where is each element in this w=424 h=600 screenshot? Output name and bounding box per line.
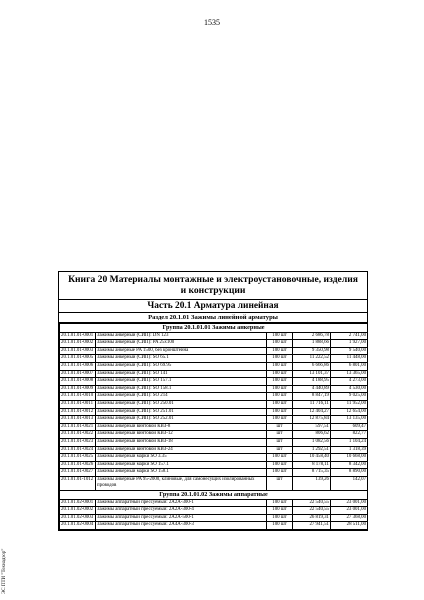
item-price-alt: 2 741,00 <box>331 332 368 340</box>
item-price: 2 686,78 <box>293 332 331 340</box>
group-title: Группа 20.1.01.01 Зажимы анкерные <box>60 324 368 333</box>
item-description: Зажимы анкерные PA 95-2000, клиновые, для самонесущих изолированных проводов <box>96 476 267 490</box>
item-code: 20.1.01.01-0011 <box>60 400 96 408</box>
item-unit: 100 шт <box>267 370 293 378</box>
item-unit: 100 шт <box>267 416 293 424</box>
item-unit: 100 шт <box>267 469 293 477</box>
item-code: 20.1.01.01-0007 <box>60 370 96 378</box>
item-code: 20.1.01.02-0004 <box>60 522 96 530</box>
price-table <box>59 323 368 530</box>
table-row <box>60 400 368 408</box>
item-unit: 100 шт <box>267 378 293 386</box>
item-code: 20.1.01.01-0003 <box>60 347 96 355</box>
item-price-alt: 28 511,00 <box>331 522 368 530</box>
item-description: Зажимы анкерный марки SO 157.1 <box>96 461 267 469</box>
item-code: 20.1.01.01-0010 <box>60 393 96 401</box>
item-unit: 100 шт <box>267 454 293 462</box>
item-unit: 100 шт <box>267 332 293 340</box>
item-code: 20.1.01.02-0001 <box>60 499 96 507</box>
item-price-alt: 27 368,00 <box>331 514 368 522</box>
item-price: 8 847,19 <box>293 393 331 401</box>
table-row <box>60 393 368 401</box>
item-code: 20.1.01.01-0001 <box>60 332 96 340</box>
item-code: 20.1.01.01-0009 <box>60 385 96 393</box>
item-price-alt: 8 342,00 <box>331 461 368 469</box>
item-unit: 100 шт <box>267 461 293 469</box>
item-price: 4 188,95 <box>293 378 331 386</box>
item-description: Зажимы анкерный (СИП): SO 252.01 <box>96 416 267 424</box>
item-price: 12 875,84 <box>293 416 331 424</box>
table-row <box>60 385 368 393</box>
table-row <box>60 476 368 490</box>
item-unit: 100 шт <box>267 340 293 348</box>
table-row <box>60 416 368 424</box>
item-code: 20.1.01.01-0025 <box>60 454 96 462</box>
section-title: Раздел 20.1.01 Зажимы линейной арматуры <box>59 313 367 323</box>
item-description: Зажимы аппаратный прессуемый: 2А4А-300-3 <box>96 522 267 530</box>
item-price-alt: 9 025,00 <box>331 393 368 401</box>
item-description: Зажимы анкерный винтовой КВЗ-12 <box>96 431 267 439</box>
item-code: 20.1.01.01-0008 <box>60 378 96 386</box>
item-unit: 100 шт <box>267 522 293 530</box>
item-description: Зажимы анкерный винтовой КВЗ-24 <box>96 446 267 454</box>
item-price-alt: 822,77 <box>331 431 368 439</box>
table-row <box>60 431 368 439</box>
item-description: Зажимы анкерный (СИП): PA 25x100 <box>96 340 267 348</box>
item-price: 139,26 <box>293 476 331 490</box>
item-code: 20.1.01.01-0013 <box>60 416 96 424</box>
item-unit: 100 шт <box>267 499 293 507</box>
group-title: Группа 20.1.01.02 Зажимы аппаратные <box>60 491 368 500</box>
item-description: Зажимы анкерный (СИП): SO 141 <box>96 370 267 378</box>
item-price-alt: 1 104,24 <box>331 438 368 446</box>
item-code: 20.1.01.01-0012 <box>60 408 96 416</box>
table-row <box>60 340 368 348</box>
item-description: Зажимы анкерный (СИП): SO 250.01 <box>96 400 267 408</box>
item-unit: 100 шт <box>267 393 293 401</box>
item-unit: 100 шт <box>267 355 293 363</box>
item-description: Зажимы анкерный (СИП): SO 157.1 <box>96 378 267 386</box>
table-row <box>60 332 368 340</box>
side-stamp: ЭС ПТИ "Технадзор" <box>2 548 7 594</box>
part-title: Часть 20.1 Арматура линейная <box>59 300 367 313</box>
table-row <box>60 355 368 363</box>
item-unit: 100 шт <box>267 347 293 355</box>
item-price-alt: 11 448,00 <box>331 355 368 363</box>
item-description: Зажимы анкерный марки SO 158.1 <box>96 469 267 477</box>
item-price-alt: 23 001,00 <box>331 507 368 515</box>
group-title-row <box>60 491 368 500</box>
item-unit: 100 шт <box>267 362 293 370</box>
item-price: 1 292,51 <box>293 446 331 454</box>
item-code: 20.1.01.02-0002 <box>60 507 96 515</box>
item-unit: 100 шт <box>267 400 293 408</box>
item-price: 6 666,86 <box>293 362 331 370</box>
table-row <box>60 507 368 515</box>
item-code: 20.1.01.01-0024 <box>60 446 96 454</box>
item-price: 22 540,55 <box>293 507 331 515</box>
table-row <box>60 454 368 462</box>
item-price: 11 222,52 <box>293 355 331 363</box>
item-description: Зажимы аппаратный прессуемый: 2А2А-300-1 <box>96 499 267 507</box>
item-unit: 100 шт <box>267 385 293 393</box>
item-unit: 100 шт <box>267 514 293 522</box>
item-price-alt: 13 135,00 <box>331 416 368 424</box>
item-description: Зажимы анкерный (СИП): SO 158.1 <box>96 385 267 393</box>
item-code: 20.1.01.01-0022 <box>60 431 96 439</box>
table-row <box>60 408 368 416</box>
item-unit: шт <box>267 446 293 454</box>
table-row <box>60 347 368 355</box>
item-price: 4 440,89 <box>293 385 331 393</box>
item-price: 11 716,11 <box>293 400 331 408</box>
item-description: Зажимы анкерные PA 1500, без кронштейна <box>96 347 267 355</box>
item-code: 20.1.01.01-0027 <box>60 469 96 477</box>
item-description: Зажимы анкерный (СИП): SO 214 <box>96 393 267 401</box>
item-price: 12 404,27 <box>293 408 331 416</box>
price-catalog-block <box>58 271 368 531</box>
item-price: 10 458,40 <box>293 454 331 462</box>
table-row <box>60 378 368 386</box>
item-unit: шт <box>267 438 293 446</box>
table-row <box>60 423 368 431</box>
item-price: 9 350,98 <box>293 347 331 355</box>
item-price: 806,62 <box>293 431 331 439</box>
item-description: Зажимы анкерный (СИП): DN 123 <box>96 332 267 340</box>
table-row <box>60 446 368 454</box>
item-price: 26 819,31 <box>293 514 331 522</box>
table-row <box>60 514 368 522</box>
table-row <box>60 370 368 378</box>
item-unit: шт <box>267 431 293 439</box>
item-price: 597,51 <box>293 423 331 431</box>
item-description: Зажимы анкерный винтовой КВЗ-18 <box>96 438 267 446</box>
item-price-alt: 11 952,00 <box>331 400 368 408</box>
item-price: 13 101,37 <box>293 370 331 378</box>
table-row <box>60 499 368 507</box>
item-code: 20.1.01.02-0003 <box>60 514 96 522</box>
table-row <box>60 522 368 530</box>
item-price-alt: 9 540,00 <box>331 347 368 355</box>
table-row <box>60 461 368 469</box>
item-price-alt: 1 927,00 <box>331 340 368 348</box>
table-row <box>60 469 368 477</box>
item-code: 20.1.01.01-0021 <box>60 423 96 431</box>
group-title-row <box>60 324 368 333</box>
item-description: Зажимы аппаратный прессуемый: 2А2А-300-4 <box>96 507 267 515</box>
item-price: 8 715,35 <box>293 469 331 477</box>
item-price: 27 941,51 <box>293 522 331 530</box>
item-price: 22 540,55 <box>293 499 331 507</box>
book-title: Книга 20 Материалы монтажные и электроустановочные, изделия и конструкции <box>59 272 367 300</box>
item-price-alt: 6 801,00 <box>331 362 368 370</box>
item-price-alt: 23 001,00 <box>331 499 368 507</box>
item-price-alt: 8 890,00 <box>331 469 368 477</box>
item-code: 20.1.01.01-1012 <box>60 476 96 490</box>
item-description: Зажимы аппаратный прессуемый: 2А2А-500-1 <box>96 514 267 522</box>
item-description: Зажимы анкерный винтовой КВЗ-8 <box>96 423 267 431</box>
item-description: Зажимы анкерный (СИП): SO 65.1 <box>96 355 267 363</box>
item-code: 20.1.01.01-0006 <box>60 362 96 370</box>
item-price-alt: 4 530,00 <box>331 385 368 393</box>
item-unit: 100 шт <box>267 408 293 416</box>
item-unit: шт <box>267 423 293 431</box>
item-unit: шт <box>267 476 293 490</box>
item-price-alt: 609,47 <box>331 423 368 431</box>
item-unit: 100 шт <box>267 507 293 515</box>
table-row <box>60 438 368 446</box>
item-code: 20.1.01.01-0023 <box>60 438 96 446</box>
item-price: 8 178,11 <box>293 461 331 469</box>
table-row <box>60 362 368 370</box>
item-price-alt: 10 668,00 <box>331 454 368 462</box>
item-description: Зажимы анкерный (СИП): SO 69.95 <box>96 362 267 370</box>
item-price-alt: 1 318,39 <box>331 446 368 454</box>
item-code: 20.1.01.01-0005 <box>60 355 96 363</box>
item-price: 1 888,66 <box>293 340 331 348</box>
item-price-alt: 12 654,00 <box>331 408 368 416</box>
item-description: Зажимы анкерный марки SO 3.35 <box>96 454 267 462</box>
item-price-alt: 4 273,00 <box>331 378 368 386</box>
item-description: Зажимы анкерный (СИП): SO 251.01 <box>96 408 267 416</box>
page-number: 1535 <box>204 18 220 27</box>
item-price-alt: 142,07 <box>331 476 368 490</box>
item-price: 1 082,56 <box>293 438 331 446</box>
item-code: 20.1.01.01-0002 <box>60 340 96 348</box>
item-price-alt: 13 365,00 <box>331 370 368 378</box>
item-code: 20.1.01.01-0026 <box>60 461 96 469</box>
